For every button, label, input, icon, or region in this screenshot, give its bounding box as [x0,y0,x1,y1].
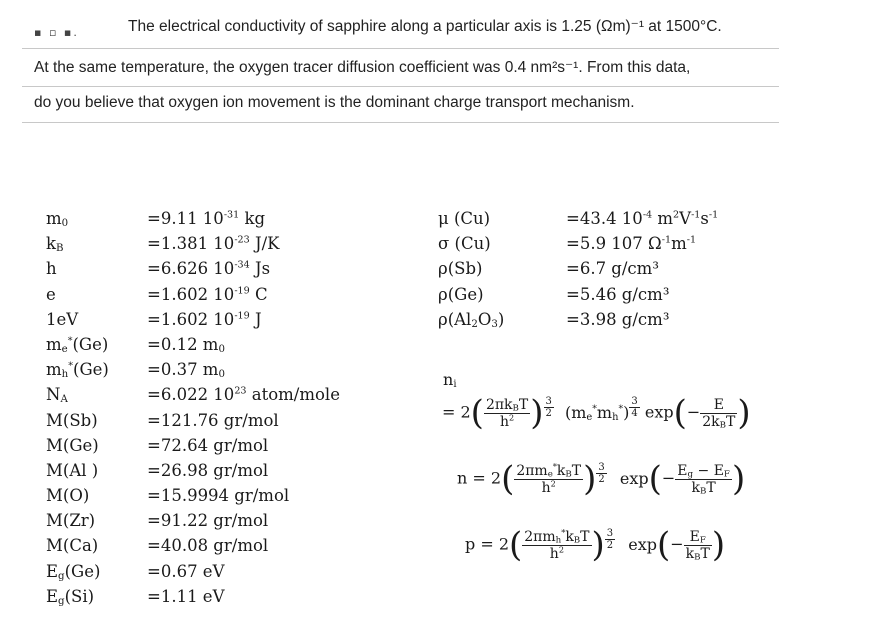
symbol: 1eV [46,309,79,329]
fraction: $\frac{E_F}{k_BT}$ [685,528,710,563]
symbol: $k_B$ [46,234,64,255]
divider [22,48,779,49]
coefficient: n = 2 [457,468,502,488]
value: =6.7 g/cm³ [566,259,659,279]
ni-label: $n_i$ [443,370,457,390]
value: =5.9 107 $\Omega^{-1}m^{-1}$ [566,234,697,254]
coefficient: = 2 [442,402,471,422]
symbol: $\rho(Al_2O_3)$ [438,309,505,330]
symbol: M(O) [46,486,90,506]
symbol: $E_g(Si)$ [46,586,95,607]
symbol: M(Zr) [46,511,96,531]
fraction: $\frac{E}{2k_BT}$ [702,396,736,431]
fraction: $\frac{2\pi m_e^*k_BT}{h^2}$ [516,460,582,496]
exponent: $\frac{3}{2}$ [545,396,552,419]
value: =26.98 gr/mol [147,460,269,480]
symbol: M(Ge) [46,435,99,455]
value: =1.11 eV [147,586,225,606]
symbol: $N_A$ [46,385,68,406]
value: =1.602 $10^{-19}$ C [147,284,268,304]
value: =91.22 gr/mol [147,511,269,531]
exponent: $\frac{3}{2}$ [598,462,605,485]
value: =6.022 $10^{23}$ atom/mole [147,385,340,405]
value: =0.37 $m_0$ [147,360,225,381]
value: =15.9994 gr/mol [147,486,290,506]
divider [22,86,779,87]
marker-glyph: ▪ ▫ ▪. [34,26,79,39]
symbol: $m_0$ [46,209,69,230]
symbol: ρ(Ge) [438,284,484,304]
value: =0.12 $m_0$ [147,334,225,355]
equation-n: n = 2( $\frac{2\pi m_e^*k_BT}{h^2}$ ) $\frac{3}{2}$ exp(− $\frac{E_g - E_F}{k_BT}$ ) [457,459,746,499]
fraction: $\frac{E_g - E_F}{k_BT}$ [677,462,730,497]
value: =1.602 $10^{-19}$ J [147,309,262,329]
symbol: μ (Cu) [438,209,491,228]
symbol: $E_g(Ge)$ [46,561,101,582]
fraction: $\frac{2\pi m_h^*k_BT}{h^2}$ [524,526,590,562]
symbol: ρ(Sb) [438,259,483,279]
divider [22,122,779,123]
value: =72.64 gr/mol [147,435,269,455]
coefficient: p = 2 [465,534,509,554]
value: =40.08 gr/mol [147,536,269,556]
value: =9.11 $10^{-31}$ kg [147,209,266,228]
symbol: h [46,259,57,279]
symbol: M(Ca) [46,536,99,556]
value: =1.381 $10^{-23}$ J/K [147,234,280,254]
symbol: $m_h^*(Ge)$ [46,360,109,381]
question-line-2: At the same temperature, the oxygen tracer diffusion coefficient was 0.4 nm²s⁻¹. From this data, [34,59,691,76]
value: =6.626 $10^{-34}$ Js [147,259,271,279]
symbol: M(Al ) [46,460,99,480]
equation-p: p = 2( $\frac{2\pi m_h^*k_BT}{h^2}$ ) $\frac{3}{2}$ exp(− $\frac{E_F}{k_BT}$ ) [465,525,726,565]
equation-ni: = 2( $\frac{2\pi k_BT}{h^2}$ ) $\frac{3}{2}$ $(m_e^*m_h^*)$ $\frac{3}{4}$ exp(− $\frac{E}{2k_BT}$ ) [442,393,751,433]
symbol: e [46,284,56,304]
fraction: $\frac{2\pi k_BT}{h^2}$ [485,396,529,430]
exponent: $\frac{3}{4}$ [631,396,638,419]
symbol: M(Sb) [46,410,98,430]
question-line-1: The electrical conductivity of sapphire along a particular axis is 1.25 (Ωm)⁻¹ at 1500°C. [128,18,722,35]
value: =5.46 g/cm³ [566,284,670,304]
value: =43.4 $10^{-4}$ $m^2V^{-1}s^{-1}$ [566,209,719,228]
value: =121.76 gr/mol [147,410,279,430]
value: =0.67 eV [147,561,225,581]
value: =3.98 g/cm³ [566,309,670,329]
exponent: $\frac{3}{2}$ [606,528,614,551]
symbol: $m_e^*(Ge)$ [46,334,109,355]
exp-label: exp [644,402,674,422]
question-line-3: do you believe that oxygen ion movement is the dominant charge transport mechanism. [34,94,635,111]
symbol: σ (Cu) [438,234,491,254]
